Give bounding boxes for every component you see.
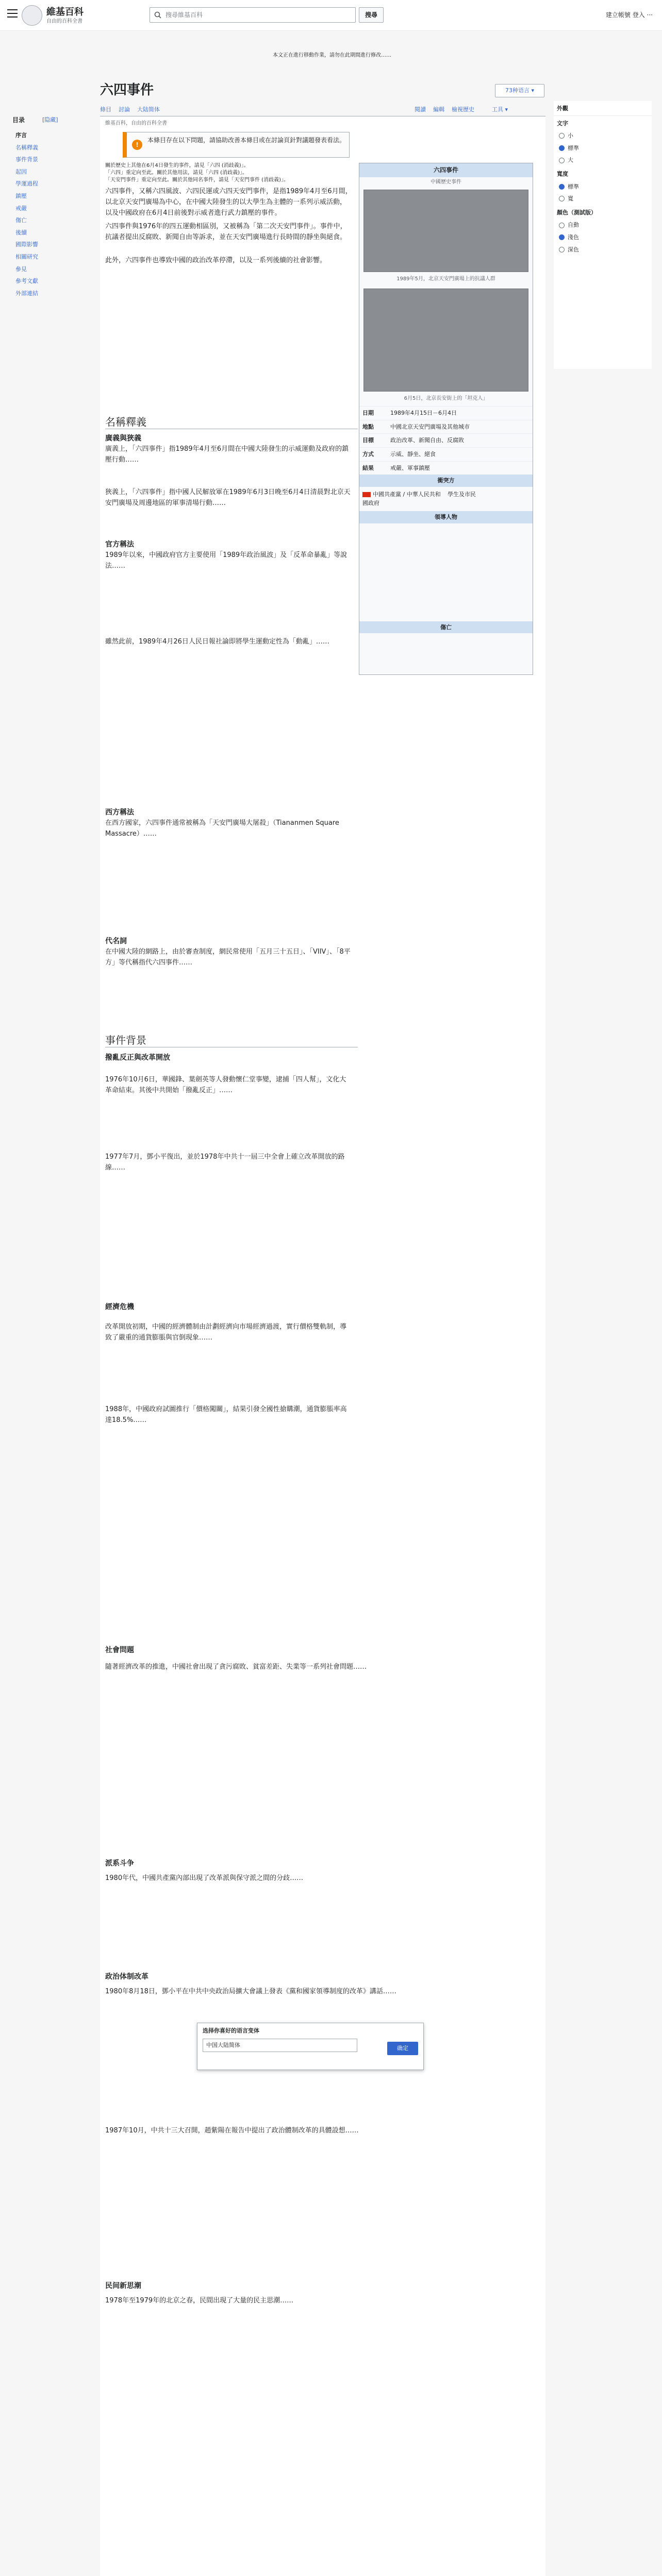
width-standard-option[interactable]: [554, 181, 652, 193]
option-label: 寬: [568, 195, 573, 202]
infobox-section: 領導人物: [359, 511, 533, 523]
paragraph: 1977年7月，鄧小平復出，並於1978年中共十一屆三中全會上確立改革開放的路線……: [105, 1153, 345, 1172]
appearance-title: 外觀: [554, 101, 652, 116]
subsection-heading: 社會問題: [105, 1646, 134, 1654]
paragraph: 在西方國家，六四事件通常被稱為「天安門廣場大屠殺」（Tiananmen Square Massacre）……: [105, 819, 339, 838]
toc-item[interactable]: 外部連結: [15, 290, 38, 297]
radio-icon: [559, 158, 565, 163]
hatnote: 關於歷史上其他在6月4日發生的事件，請見「六四 (消歧義)」。: [105, 163, 249, 168]
page-title: 六四事件: [100, 82, 154, 98]
protest-photo[interactable]: [363, 190, 528, 272]
toc-item[interactable]: 後續: [15, 229, 27, 236]
variant-select[interactable]: 中国大陆简体: [203, 2039, 357, 2052]
radio-icon: [559, 234, 565, 240]
subsection-heading: 西方稱法: [105, 808, 134, 817]
photo-caption: 1989年5月，北京天安門廣場上的抗議人群: [396, 276, 495, 282]
infobox-section: 傷亡: [359, 621, 533, 634]
width-title: 寬度: [557, 170, 568, 177]
subsection-heading: 經濟危機: [105, 1303, 134, 1311]
menu-icon[interactable]: [7, 9, 18, 18]
issue-box: [123, 132, 350, 158]
option-label: 標準: [568, 183, 579, 190]
parties: [359, 487, 533, 511]
row-key: 日期: [362, 410, 374, 417]
hatnote: 「天安門事件」重定向至此。關於其他同名事件，請見「天安門事件 (消歧義)」。: [105, 177, 289, 183]
infobox-row: [359, 406, 533, 420]
infobox-row: [359, 420, 533, 434]
section-heading: 名稱釋義: [105, 415, 358, 429]
top-header: [0, 0, 662, 31]
option-label: 大: [568, 157, 573, 164]
subsection-heading: 代名詞: [105, 937, 127, 945]
casualties-block: [359, 633, 533, 674]
infobox-row: [359, 447, 533, 461]
paragraph: 在中國大陸的網路上，由於審查制度，網民常使用「五月三十五日」、「VIIV」、「8平方」等代稱指代六四事件……: [105, 948, 351, 967]
toc-title: 目录: [12, 116, 25, 124]
subsection-heading: 廣義與狹義: [105, 434, 141, 443]
toc-item[interactable]: 戒嚴: [15, 205, 27, 212]
row-value: 示威、靜坐、絕食: [390, 450, 436, 457]
site-notice: 本文正在進行移動作業，請勿在此期間進行修改……: [273, 53, 391, 58]
article-content: [100, 116, 545, 2576]
issue-text: 本條目存在以下問題，請協助改善本條目或在討論頁針對議題發表看法。: [147, 137, 346, 144]
toc-item[interactable]: 起因: [15, 168, 27, 175]
search-icon: [154, 11, 161, 19]
toc-list: [15, 131, 76, 301]
wikipedia-logo[interactable]: [22, 5, 42, 26]
row-key: 地點: [362, 423, 374, 430]
option-label: 淺色: [568, 233, 579, 241]
paragraph: 改革開放初期，中國的經濟體制由計劃經濟向市場經濟過渡，實行價格雙軌制，導致了嚴重的通貨膨脹與官倒現象……: [105, 1323, 347, 1342]
paragraph: 1980年代，中國共產黨內部出現了改革派與保守派之間的分歧……: [105, 1874, 304, 1882]
paragraph: 1980年8月18日，鄧小平在中共中央政治局擴大會議上發表《黨和國家領導制度的改革》講話……: [105, 1988, 396, 1995]
paragraph: 狹義上，「六四事件」指中國人民解放軍在1989年6月3日晚至6月4日清晨對北京天安門廣場及周邊地區的軍事清場行動……: [105, 488, 351, 507]
paragraph: 1989年以來，中國政府官方主要使用「1989年政治風波」及「反革命暴亂」等說法……: [105, 551, 347, 570]
page-tabs: [100, 101, 545, 116]
toc-item[interactable]: 鎮壓: [15, 192, 27, 199]
color-dark-option[interactable]: [554, 244, 652, 256]
subsection-heading: 撥亂反正與改革開放: [105, 1054, 170, 1062]
toc-item[interactable]: 名稱釋義: [15, 144, 38, 151]
infobox-subtitle: 中國歷史事件: [431, 179, 461, 185]
toc-hide[interactable]: [隐藏]: [42, 116, 58, 123]
toc-item[interactable]: 事件背景: [15, 156, 38, 163]
paragraph: 1978年至1979年的北京之春，民間出現了大量的民主思潮……: [105, 2297, 294, 2304]
subsection-heading: 政治体制改革: [105, 1973, 148, 1981]
search-placeholder: 搜尋維基百科: [166, 11, 203, 19]
infobox-title: 六四事件: [359, 163, 533, 177]
subsection-heading: 民间新思潮: [105, 2282, 141, 2290]
radio-icon: [559, 133, 565, 139]
color-light-option[interactable]: [554, 231, 652, 244]
option-label: 自動: [568, 222, 579, 229]
leaders-list: [359, 523, 533, 621]
site-title[interactable]: 維基百科: [46, 7, 84, 18]
user-links[interactable]: 建立帳號 登入 ···: [605, 11, 653, 19]
option-label: 深色: [568, 246, 579, 253]
infobox-section: 衝突方: [359, 474, 533, 487]
row-key: 結果: [362, 464, 374, 471]
confirm-button[interactable]: 确定: [387, 2042, 418, 2055]
radio-icon: [559, 223, 565, 228]
warning-icon: !: [132, 140, 142, 150]
tab-variant[interactable]: 大陆简体: [137, 106, 160, 113]
paragraph: 1976年10月6日，華國鋒、葉劍英等人發動懷仁堂事變，逮捕「四人幫」，文化大革命結束。其後中共開始「撥亂反正」……: [105, 1076, 346, 1094]
paragraph: 1988年，中國政府試圖推行「價格闖關」，結果引發全國性搶購潮，通貨膨脹率高達18.5%……: [105, 1405, 347, 1424]
paragraph: 廣義上，「六四事件」指1989年4月至6月間在中國大陸發生的示威運動及政府的鎮壓行動……: [105, 445, 349, 464]
article-from: 維基百科，自由的百科全書: [105, 121, 167, 126]
party-label[interactable]: 中國共產黨 / 中華人民共和國政府: [362, 490, 441, 507]
paragraph: 隨著經濟改革的推進，中國社會出現了貪污腐敗、貧富差距、失業等一系列社會問題……: [105, 1663, 367, 1671]
color-title: 顏色（測試版）: [557, 209, 597, 216]
search-input[interactable]: [150, 7, 356, 23]
row-value: 戒嚴、軍事鎮壓: [390, 464, 430, 471]
tank-man-photo[interactable]: [363, 289, 528, 392]
popup-title: 选择你喜好的语言变体: [203, 2027, 259, 2034]
text-standard-option[interactable]: [554, 142, 652, 155]
row-value: 政治改革、新聞自由、反腐敗: [390, 437, 464, 444]
row-key: 目標: [362, 437, 374, 444]
width-wide-option[interactable]: [554, 193, 652, 205]
radio-icon: [559, 247, 565, 252]
tab-history[interactable]: 檢視歷史: [452, 106, 474, 113]
tab-article[interactable]: 條目: [100, 106, 111, 113]
tab-talk[interactable]: 討論: [119, 106, 130, 113]
language-button[interactable]: 73种语言 ▾: [495, 84, 544, 97]
paragraph: 雖然此前，1989年4月26日人民日報社論即將學生運動定性為「動亂」……: [105, 638, 329, 646]
flag-icon: [362, 492, 371, 497]
lead-paragraph: 六四事件，又稱六四風波、六四民運或六四天安門事件，是指1989年4月至6月間，以北京天安門廣場為中心，在中國大陸發生的以大學生為主體的一系列示威活動，以及中國政府在6月4日前後對示威者進行武力鎮壓的事件。: [105, 188, 352, 217]
infobox-row: [359, 461, 533, 475]
toc-item[interactable]: 參考文獻: [15, 278, 38, 285]
infobox-row: [359, 433, 533, 447]
option-label: 小: [568, 132, 573, 140]
tab-edit[interactable]: 編輯: [433, 106, 444, 113]
tab-tools[interactable]: 工具 ▾: [492, 106, 508, 113]
subsection-heading: 官方稱法: [105, 540, 134, 549]
row-value: 中國北京天安門廣場及其他城市: [390, 423, 470, 430]
text-small-option[interactable]: [554, 130, 652, 142]
radio-icon: [559, 184, 565, 190]
subsection-heading: 派系斗争: [105, 1859, 134, 1868]
section-heading: 事件背景: [105, 1033, 358, 1047]
hatnote: 「六四」重定向至此。關於其他用法，請見「六四 (消歧義)」。: [105, 170, 247, 176]
option-label: 標準: [568, 144, 579, 151]
row-key: 方式: [362, 450, 374, 457]
photo-caption: 6月5日，北京長安街上的「坦克人」: [404, 396, 488, 402]
lead-paragraph: 此外，六四事件也導致中國的政治改革停滯，以及一系列後續的社會影響。: [105, 257, 327, 264]
tab-read[interactable]: 閱讀: [415, 106, 426, 113]
party-a: [362, 490, 444, 508]
search-button[interactable]: 搜尋: [359, 7, 384, 23]
infobox: [359, 163, 533, 675]
radio-icon: [559, 145, 565, 151]
site-subtitle: 自由的百科全書: [46, 19, 82, 24]
row-value: 1989年4月15日－6月4日: [390, 410, 457, 417]
lead-paragraph: 六四事件與1976年的四五運動相區別，又被稱為「第二次天安門事件」。事件中，抗議者提出反腐敗、新聞自由等訴求，並在天安門廣場進行長時間的靜坐與絕食。: [105, 223, 347, 241]
toc-item[interactable]: 參見: [15, 265, 27, 273]
party-label[interactable]: 學生及市民: [448, 490, 476, 498]
radio-icon: [559, 196, 565, 201]
appearance-panel: [554, 101, 652, 369]
toc-item[interactable]: 學運過程: [15, 180, 38, 188]
paragraph: 1987年10月，中共十三大召開，趙紫陽在報告中提出了政治體制改革的具體設想……: [105, 2127, 359, 2134]
color-auto-option[interactable]: [554, 219, 652, 231]
toc-item[interactable]: 國際影響: [15, 241, 38, 248]
toc-item[interactable]: 傷亡: [15, 217, 27, 224]
party-b: [448, 490, 529, 508]
variant-popup: [197, 2023, 424, 2070]
toc-item[interactable]: 序言: [15, 132, 27, 139]
text-large-option[interactable]: [554, 154, 652, 166]
toc-item[interactable]: 相關研究: [15, 253, 38, 260]
text-size-title: 文字: [557, 120, 568, 127]
